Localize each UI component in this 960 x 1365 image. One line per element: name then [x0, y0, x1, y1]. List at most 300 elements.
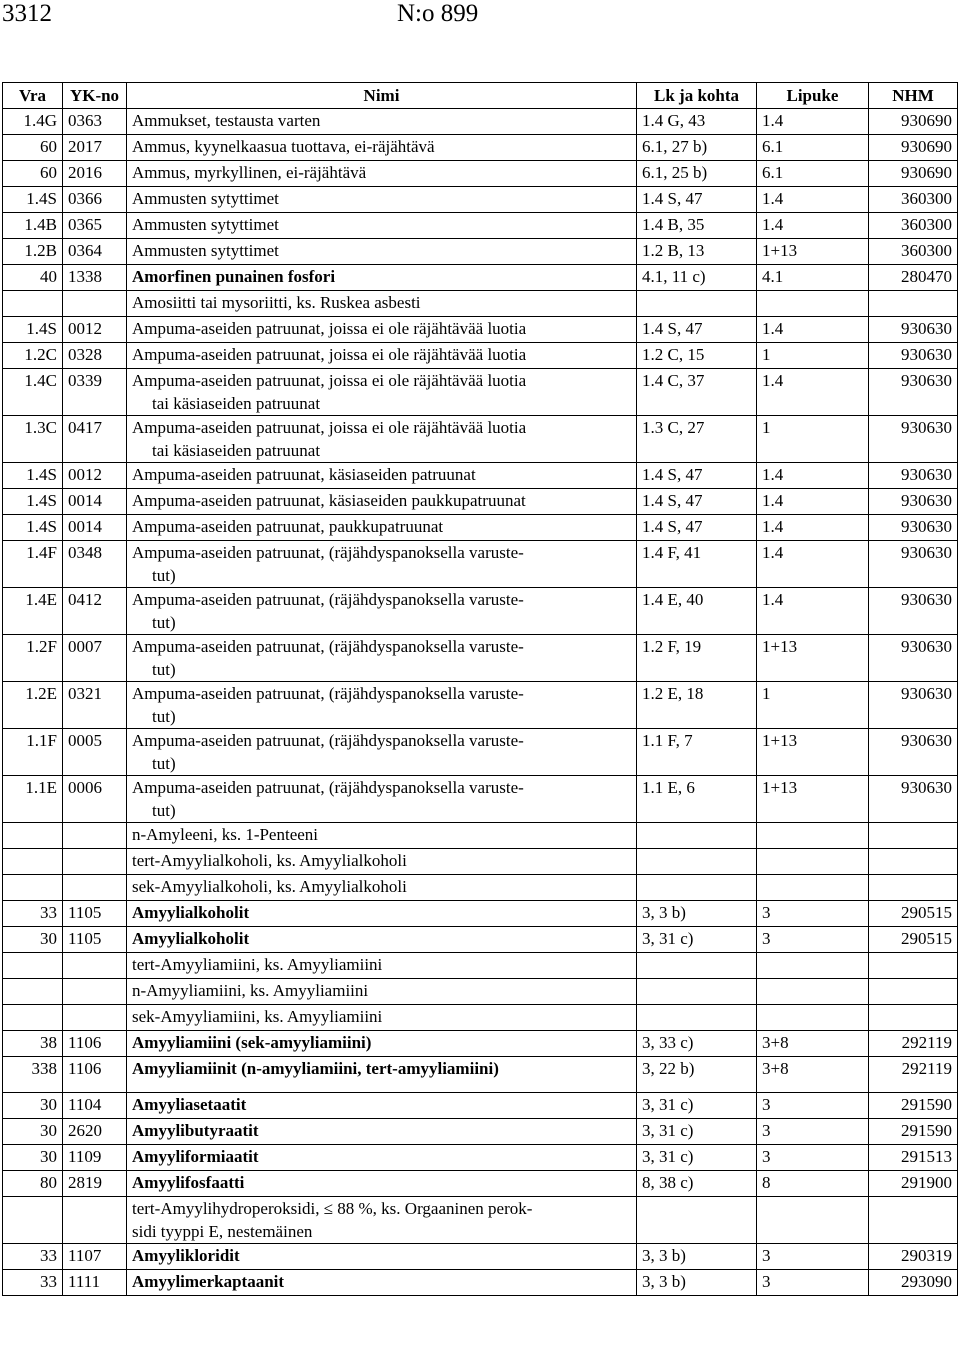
substance-name: Ammus, kyynelkaasua tuottava, ei-räjähtävä	[132, 137, 435, 156]
cell-lipuke: 3+8	[757, 1031, 869, 1057]
cell-yk-no: 0348	[63, 541, 127, 588]
substance-name: Ampuma-aseiden patruunat, (räjähdyspanoksella varuste-	[132, 684, 524, 703]
table-row	[3, 489, 958, 515]
cell-nhm: 291590	[869, 1093, 958, 1119]
cell-vra: 1.4S	[3, 317, 63, 343]
cell-yk-no	[63, 1197, 127, 1244]
cell-vra: 1.4S	[3, 187, 63, 213]
substance-name: Ammusten sytyttimet	[132, 241, 279, 260]
cell-yk-no: 0014	[63, 489, 127, 515]
cell-yk-no	[63, 875, 127, 901]
cell-lipuke: 1.4	[757, 369, 869, 416]
page-number: 3312	[2, 0, 52, 27]
cell-lk-ja-kohta: 3, 31 c)	[637, 1093, 757, 1119]
substance-name: Amyylikloridit	[132, 1246, 240, 1265]
cell-nhm: 930690	[869, 109, 958, 135]
substance-name: Ampuma-aseiden patruunat, (räjähdyspanoksella varuste-	[132, 543, 524, 562]
substance-name-continuation: sidi tyyppi E, nestemäinen	[132, 1222, 313, 1241]
cell-yk-no	[63, 1005, 127, 1031]
cell-yk-no	[63, 823, 127, 849]
table-row	[3, 901, 958, 927]
table-row	[3, 213, 958, 239]
cell-vra: 1.4S	[3, 489, 63, 515]
cell-lipuke	[757, 291, 869, 317]
cell-yk-no: 0005	[63, 729, 127, 776]
cell-yk-no	[63, 291, 127, 317]
cell-nhm	[869, 291, 958, 317]
cell-vra: 1.4E	[3, 588, 63, 635]
cell-lipuke: 1.4	[757, 463, 869, 489]
cell-lk-ja-kohta: 3, 22 b)	[637, 1057, 757, 1093]
issue-number: N:o 899	[397, 0, 479, 27]
cell-lk-ja-kohta	[637, 1005, 757, 1031]
cell-yk-no: 1109	[63, 1145, 127, 1171]
cell-lk-ja-kohta: 1.4 C, 37	[637, 369, 757, 416]
cell-lk-ja-kohta: 3, 3 b)	[637, 1244, 757, 1270]
cell-lk-ja-kohta: 1.2 F, 19	[637, 635, 757, 682]
cell-vra: 1.3C	[3, 416, 63, 463]
cell-vra	[3, 875, 63, 901]
cell-nimi	[127, 953, 637, 979]
cell-lipuke: 3	[757, 1145, 869, 1171]
table-row	[3, 1171, 958, 1197]
cell-nhm: 291513	[869, 1145, 958, 1171]
cell-nhm: 280470	[869, 265, 958, 291]
cell-lipuke: 1+13	[757, 239, 869, 265]
substance-name: Ampuma-aseiden patruunat, joissa ei ole räjähtävää luotia	[132, 418, 527, 437]
table-row	[3, 109, 958, 135]
dangerous-goods-table	[2, 82, 958, 1296]
cell-yk-no: 0321	[63, 682, 127, 729]
table-row	[3, 187, 958, 213]
column-header-vra: Vra	[3, 83, 63, 109]
substance-name-continuation: tut)	[152, 801, 176, 820]
cell-nhm: 930630	[869, 588, 958, 635]
cell-vra: 60	[3, 135, 63, 161]
cell-nimi	[127, 901, 637, 927]
cell-yk-no: 1106	[63, 1031, 127, 1057]
cell-vra	[3, 823, 63, 849]
cell-lipuke	[757, 875, 869, 901]
cell-nimi	[127, 635, 637, 682]
cell-lipuke: 3	[757, 1244, 869, 1270]
substance-name: Ampuma-aseiden patruunat, joissa ei ole räjähtävää luotia	[132, 371, 527, 390]
substance-name: Ampuma-aseiden patruunat, (räjähdyspanoksella varuste-	[132, 731, 524, 750]
substance-name: sek-Amyylialkoholi, ks. Amyylialkoholi	[132, 877, 407, 896]
cell-vra: 1.1E	[3, 776, 63, 823]
substance-name: tert-Amyyliamiini, ks. Amyyliamiini	[132, 955, 383, 974]
cell-lk-ja-kohta: 3, 31 c)	[637, 1119, 757, 1145]
table-row	[3, 635, 958, 682]
cell-lk-ja-kohta: 1.4 S, 47	[637, 515, 757, 541]
cell-nimi	[127, 927, 637, 953]
cell-yk-no: 2819	[63, 1171, 127, 1197]
cell-nhm	[869, 875, 958, 901]
table-row	[3, 729, 958, 776]
table-row	[3, 1145, 958, 1171]
substance-name-continuation: tut)	[152, 566, 176, 585]
table-row	[3, 161, 958, 187]
substance-name: n-Amyyliamiini, ks. Amyyliamiini	[132, 981, 369, 1000]
cell-lipuke: 1.4	[757, 317, 869, 343]
column-header-lk-ja-kohta: Lk ja kohta	[637, 83, 757, 109]
table-row	[3, 1057, 958, 1093]
substance-name: tert-Amyylihydroperoksidi, ≤ 88 %, ks. Orgaaninen perok-	[132, 1199, 533, 1218]
table-row	[3, 875, 958, 901]
table-body	[3, 109, 958, 1296]
cell-lk-ja-kohta	[637, 875, 757, 901]
cell-lk-ja-kohta: 6.1, 27 b)	[637, 135, 757, 161]
cell-yk-no: 2620	[63, 1119, 127, 1145]
cell-nimi	[127, 489, 637, 515]
cell-lipuke: 1.4	[757, 213, 869, 239]
substance-name: Ampuma-aseiden patruunat, käsiaseiden patruunat	[132, 465, 476, 484]
substance-name-continuation: tai käsiaseiden patruunat	[152, 394, 321, 413]
cell-lipuke: 1.4	[757, 109, 869, 135]
cell-nhm	[869, 1005, 958, 1031]
cell-lk-ja-kohta: 1.4 B, 35	[637, 213, 757, 239]
cell-lipuke: 3	[757, 1119, 869, 1145]
cell-nimi	[127, 1197, 637, 1244]
cell-lk-ja-kohta	[637, 849, 757, 875]
cell-nimi	[127, 1005, 637, 1031]
cell-nimi	[127, 1270, 637, 1296]
cell-lk-ja-kohta	[637, 1197, 757, 1244]
substance-name: Amyylialkoholit	[132, 903, 250, 922]
cell-vra: 1.1F	[3, 729, 63, 776]
cell-yk-no: 1107	[63, 1244, 127, 1270]
substance-name-continuation: tai käsiaseiden patruunat	[152, 441, 321, 460]
cell-nimi	[127, 416, 637, 463]
cell-yk-no	[63, 953, 127, 979]
cell-nhm	[869, 1197, 958, 1244]
cell-lipuke: 1	[757, 343, 869, 369]
cell-yk-no: 0366	[63, 187, 127, 213]
cell-nhm	[869, 849, 958, 875]
cell-lk-ja-kohta	[637, 953, 757, 979]
cell-nimi	[127, 317, 637, 343]
cell-nhm: 930630	[869, 682, 958, 729]
table-row	[3, 291, 958, 317]
cell-nimi	[127, 1057, 637, 1093]
cell-vra	[3, 291, 63, 317]
table-row	[3, 1031, 958, 1057]
cell-vra: 33	[3, 901, 63, 927]
cell-nimi	[127, 541, 637, 588]
cell-vra: 30	[3, 1145, 63, 1171]
cell-yk-no: 0364	[63, 239, 127, 265]
cell-nimi	[127, 729, 637, 776]
column-header-nimi: Nimi	[127, 83, 637, 109]
cell-lk-ja-kohta	[637, 823, 757, 849]
cell-lipuke: 3	[757, 1093, 869, 1119]
cell-nhm: 930630	[869, 541, 958, 588]
cell-yk-no: 2016	[63, 161, 127, 187]
cell-nimi	[127, 682, 637, 729]
substance-name: Ampuma-aseiden patruunat, joissa ei ole räjähtävää luotia	[132, 345, 527, 364]
substance-name-continuation: tut)	[152, 613, 176, 632]
cell-nimi	[127, 1031, 637, 1057]
cell-vra: 60	[3, 161, 63, 187]
substance-name: n-Amyleeni, ks. 1-Penteeni	[132, 825, 319, 844]
substance-name-continuation: tut)	[152, 660, 176, 679]
cell-vra: 1.4C	[3, 369, 63, 416]
cell-lipuke	[757, 849, 869, 875]
cell-vra: 30	[3, 1119, 63, 1145]
cell-lipuke	[757, 823, 869, 849]
cell-nimi	[127, 1093, 637, 1119]
cell-lk-ja-kohta: 1.4 S, 47	[637, 317, 757, 343]
table-row	[3, 927, 958, 953]
cell-lk-ja-kohta: 1.4 F, 41	[637, 541, 757, 588]
cell-nimi	[127, 343, 637, 369]
cell-yk-no: 0363	[63, 109, 127, 135]
substance-name: Amyylialkoholit	[132, 929, 250, 948]
cell-nhm: 290515	[869, 927, 958, 953]
cell-lk-ja-kohta: 4.1, 11 c)	[637, 265, 757, 291]
cell-nhm: 291900	[869, 1171, 958, 1197]
cell-nimi	[127, 823, 637, 849]
cell-nimi	[127, 776, 637, 823]
cell-lipuke: 3	[757, 1270, 869, 1296]
cell-nimi	[127, 875, 637, 901]
table-row	[3, 1093, 958, 1119]
substance-name-continuation: tut)	[152, 707, 176, 726]
cell-lipuke: 1	[757, 416, 869, 463]
substance-name: Ammusten sytyttimet	[132, 189, 279, 208]
cell-lipuke: 1.4	[757, 515, 869, 541]
cell-nhm	[869, 979, 958, 1005]
cell-nimi	[127, 109, 637, 135]
cell-yk-no	[63, 849, 127, 875]
cell-lipuke: 1.4	[757, 187, 869, 213]
cell-nhm: 930630	[869, 515, 958, 541]
table-row	[3, 463, 958, 489]
cell-vra: 1.4S	[3, 515, 63, 541]
cell-nhm: 290319	[869, 1244, 958, 1270]
cell-nimi	[127, 1244, 637, 1270]
cell-nhm: 930630	[869, 635, 958, 682]
cell-lk-ja-kohta: 1.1 E, 6	[637, 776, 757, 823]
cell-yk-no	[63, 979, 127, 1005]
cell-nimi	[127, 849, 637, 875]
cell-lipuke: 6.1	[757, 135, 869, 161]
cell-nimi	[127, 1119, 637, 1145]
table-row	[3, 541, 958, 588]
table-row	[3, 317, 958, 343]
cell-lk-ja-kohta: 1.4 E, 40	[637, 588, 757, 635]
cell-lipuke: 1.4	[757, 489, 869, 515]
cell-nimi	[127, 1145, 637, 1171]
cell-lk-ja-kohta: 3, 3 b)	[637, 1270, 757, 1296]
cell-yk-no: 0012	[63, 317, 127, 343]
cell-yk-no: 0412	[63, 588, 127, 635]
cell-lk-ja-kohta: 1.4 S, 47	[637, 489, 757, 515]
substance-name: Amyyliasetaatit	[132, 1095, 247, 1114]
cell-lk-ja-kohta: 1.1 F, 7	[637, 729, 757, 776]
cell-lipuke: 1+13	[757, 635, 869, 682]
cell-lipuke: 8	[757, 1171, 869, 1197]
cell-vra: 1.4B	[3, 213, 63, 239]
cell-nhm: 930630	[869, 729, 958, 776]
cell-vra: 30	[3, 927, 63, 953]
cell-nimi	[127, 291, 637, 317]
cell-vra	[3, 1005, 63, 1031]
cell-vra: 1.4S	[3, 463, 63, 489]
table-row	[3, 1005, 958, 1031]
cell-vra: 1.4G	[3, 109, 63, 135]
substance-name: Amosiitti tai mysoriitti, ks. Ruskea asbesti	[132, 293, 421, 312]
table-row	[3, 515, 958, 541]
cell-lipuke	[757, 1197, 869, 1244]
substance-name: Amyylimerkaptaanit	[132, 1272, 285, 1291]
cell-lk-ja-kohta: 3, 33 c)	[637, 1031, 757, 1057]
table-row	[3, 588, 958, 635]
substance-name: Ampuma-aseiden patruunat, (räjähdyspanoksella varuste-	[132, 637, 524, 656]
cell-vra: 40	[3, 265, 63, 291]
cell-nimi	[127, 265, 637, 291]
table-header-row	[3, 83, 958, 109]
cell-nimi	[127, 369, 637, 416]
table-row	[3, 1119, 958, 1145]
cell-nhm: 930630	[869, 317, 958, 343]
cell-lk-ja-kohta: 1.2 C, 15	[637, 343, 757, 369]
cell-lipuke	[757, 1005, 869, 1031]
cell-yk-no: 0328	[63, 343, 127, 369]
cell-nhm: 290515	[869, 901, 958, 927]
cell-lipuke: 4.1	[757, 265, 869, 291]
table-row	[3, 823, 958, 849]
cell-nimi	[127, 463, 637, 489]
cell-vra: 33	[3, 1270, 63, 1296]
cell-lipuke: 3	[757, 927, 869, 953]
cell-vra	[3, 979, 63, 1005]
cell-yk-no: 1106	[63, 1057, 127, 1093]
cell-lipuke: 3	[757, 901, 869, 927]
cell-lipuke: 1.4	[757, 588, 869, 635]
cell-yk-no: 0417	[63, 416, 127, 463]
page-header	[0, 0, 960, 30]
cell-nhm: 292119	[869, 1031, 958, 1057]
cell-vra: 1.2B	[3, 239, 63, 265]
cell-nhm: 292119	[869, 1057, 958, 1093]
table-row	[3, 343, 958, 369]
cell-vra: 1.2C	[3, 343, 63, 369]
substance-name-continuation: tut)	[152, 754, 176, 773]
cell-lk-ja-kohta: 8, 38 c)	[637, 1171, 757, 1197]
cell-nimi	[127, 239, 637, 265]
cell-nhm: 360300	[869, 187, 958, 213]
cell-lipuke	[757, 979, 869, 1005]
cell-lk-ja-kohta: 1.3 C, 27	[637, 416, 757, 463]
cell-yk-no: 0007	[63, 635, 127, 682]
cell-nimi	[127, 161, 637, 187]
cell-yk-no: 0006	[63, 776, 127, 823]
cell-nimi	[127, 515, 637, 541]
cell-nimi	[127, 979, 637, 1005]
cell-lk-ja-kohta: 1.4 S, 47	[637, 187, 757, 213]
substance-name: Amyyliamiinit (n-amyyliamiini, tert-amyyliamiini)	[132, 1059, 499, 1078]
cell-yk-no: 1111	[63, 1270, 127, 1296]
cell-nhm	[869, 953, 958, 979]
table-row	[3, 265, 958, 291]
substance-name: Ammukset, testausta varten	[132, 111, 321, 130]
substance-name: tert-Amyylialkoholi, ks. Amyylialkoholi	[132, 851, 407, 870]
table-row	[3, 1244, 958, 1270]
cell-lk-ja-kohta: 3, 31 c)	[637, 1145, 757, 1171]
table-row	[3, 416, 958, 463]
cell-yk-no: 1105	[63, 901, 127, 927]
cell-vra: 30	[3, 1093, 63, 1119]
cell-vra: 1.4F	[3, 541, 63, 588]
cell-nhm: 930630	[869, 776, 958, 823]
cell-lk-ja-kohta: 1.4 S, 47	[637, 463, 757, 489]
cell-lk-ja-kohta: 3, 3 b)	[637, 901, 757, 927]
table-row	[3, 979, 958, 1005]
cell-nhm: 930630	[869, 463, 958, 489]
column-header-nhm: NHM	[869, 83, 958, 109]
cell-vra	[3, 849, 63, 875]
cell-nimi	[127, 1171, 637, 1197]
cell-lk-ja-kohta	[637, 979, 757, 1005]
cell-yk-no: 2017	[63, 135, 127, 161]
substance-name: Ampuma-aseiden patruunat, (räjähdyspanoksella varuste-	[132, 778, 524, 797]
cell-vra: 1.2F	[3, 635, 63, 682]
table-row	[3, 776, 958, 823]
cell-vra: 338	[3, 1057, 63, 1093]
cell-nhm: 930630	[869, 489, 958, 515]
column-header-lipuke: Lipuke	[757, 83, 869, 109]
substance-name: Amorfinen punainen fosfori	[132, 267, 336, 286]
column-header-yk-no: YK-no	[63, 83, 127, 109]
cell-vra: 33	[3, 1244, 63, 1270]
cell-vra	[3, 1197, 63, 1244]
cell-nhm: 930690	[869, 135, 958, 161]
cell-lipuke: 1+13	[757, 776, 869, 823]
cell-nhm: 930630	[869, 343, 958, 369]
cell-lk-ja-kohta: 1.4 G, 43	[637, 109, 757, 135]
cell-lk-ja-kohta: 3, 31 c)	[637, 927, 757, 953]
substance-name: Ampuma-aseiden patruunat, paukkupatruunat	[132, 517, 444, 536]
cell-nhm	[869, 823, 958, 849]
table-row	[3, 953, 958, 979]
cell-nhm: 930630	[869, 416, 958, 463]
cell-yk-no: 0365	[63, 213, 127, 239]
cell-nhm: 291590	[869, 1119, 958, 1145]
substance-name: Amyylifosfaatti	[132, 1173, 245, 1192]
cell-vra: 1.2E	[3, 682, 63, 729]
table-row	[3, 1270, 958, 1296]
cell-lipuke: 1+13	[757, 729, 869, 776]
cell-nimi	[127, 213, 637, 239]
cell-lipuke: 1.4	[757, 541, 869, 588]
table-row	[3, 682, 958, 729]
cell-vra: 80	[3, 1171, 63, 1197]
cell-nhm: 930630	[869, 369, 958, 416]
cell-lipuke: 3+8	[757, 1057, 869, 1093]
cell-nhm: 360300	[869, 213, 958, 239]
cell-nhm: 293090	[869, 1270, 958, 1296]
cell-vra: 38	[3, 1031, 63, 1057]
substance-name: Ampuma-aseiden patruunat, (räjähdyspanoksella varuste-	[132, 590, 524, 609]
table-row	[3, 369, 958, 416]
cell-nimi	[127, 588, 637, 635]
substance-name: Amyylibutyraatit	[132, 1121, 259, 1140]
table-row	[3, 849, 958, 875]
substance-name: Ampuma-aseiden patruunat, joissa ei ole räjähtävää luotia	[132, 319, 527, 338]
cell-yk-no: 1105	[63, 927, 127, 953]
cell-lipuke: 1	[757, 682, 869, 729]
